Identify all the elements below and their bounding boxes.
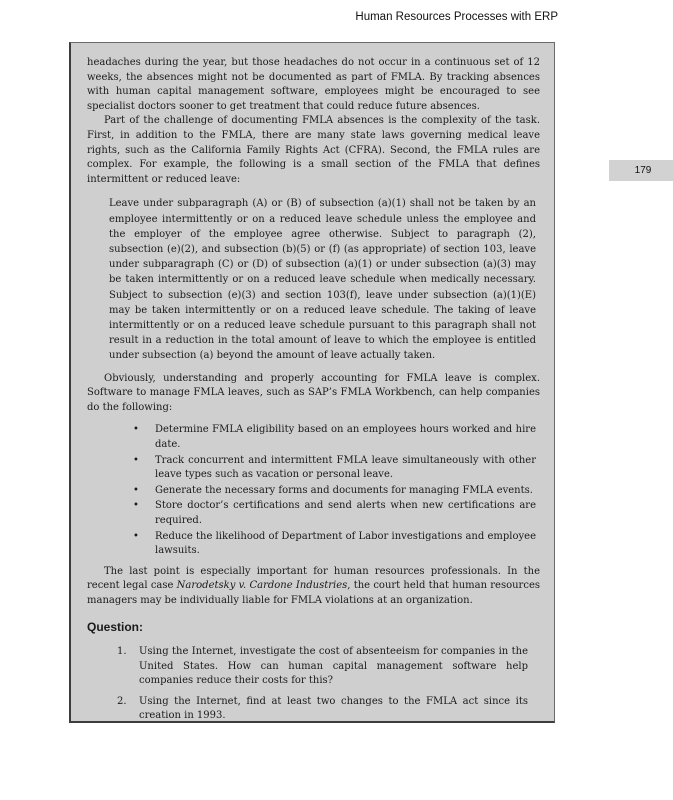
page-number-tab: 179 (609, 160, 673, 181)
question-text: Using the Internet, find at least two changes to the FMLA act since its creation in 1993. (139, 695, 528, 722)
paragraph-3: Obviously, understanding and properly accounting for FMLA leave is complex. Software to manage FMLA leaves, such as SAP’s FMLA Workbench, can help companies do the following: (87, 372, 540, 413)
fmla-quote: Leave under subparagraph (A) or (B) of subsection (a)(1) shall not be taken by an employee intermittently or on a reduced leave schedule unless the employee and the employer of the employee agree otherwise. Subject to paragraph (2), subsection (e)(2), and subsection (b)(5) or (f) (as appropriate) of section 103, leave under subparagraph (C) or (D) of subsection (a)(1) or under subsection (a)(3) may be taken intermittently or on a reduced leave schedule when medically necessary. Subject to subsection (e)(3) and section 103(f), leave under subsection (a)(1)(E) may be taken intermittently or on a reduced leave schedule. The taking of leave intermittently or on a reduced leave schedule pursuant to this paragraph shall not result in a reduction in the total amount of leave to which the employee is entitled under subsection (a) beyond the amount of leave actually taken. (109, 198, 536, 362)
legal-case-name: Narodetsky v. Cardone Industries (176, 580, 348, 592)
question-item (117, 695, 528, 724)
paragraph-4 (87, 565, 540, 609)
list-item (133, 484, 536, 499)
question-item (117, 645, 528, 689)
question-number: 2. (117, 695, 127, 707)
paragraph-4-start: The last point is especially important for human resources professionals. In the recent legal case (87, 565, 540, 592)
list-item-text: Track concurrent and intermittent FMLA leave simultaneously with other leave types such as vacation or personal leave. (155, 454, 536, 481)
list-item-text: Reduce the likelihood of Department of Labor investigations and employee lawsuits. (155, 530, 536, 557)
bullet-icon: • (133, 530, 139, 542)
list-item-text: Generate the necessary forms and documents for managing FMLA events. (155, 484, 533, 496)
list-item (133, 530, 536, 559)
list-item-text: Determine FMLA eligibility based on an employees hours worked and hire date. (155, 424, 536, 450)
bullet-icon: • (133, 424, 139, 436)
bullet-icon: • (133, 500, 139, 512)
list-item (133, 499, 536, 528)
question-number: 1. (117, 646, 127, 658)
running-header-title: Human Resources Processes with ERP (355, 11, 558, 23)
case-study-box (69, 42, 555, 723)
bullet-icon: • (133, 484, 139, 496)
bullet-icon: • (133, 454, 139, 466)
paragraph-2: Part of the challenge of documenting FMLA absences is the complexity of the task. First, in addition to the FMLA, there are many state laws governing medical leave rights, such as the California Family Rights Act (CFRA). Second, the FMLA rules are complex. For example, the following is a small section of the FMLA that defines intermittent or reduced leave: (87, 115, 540, 185)
list-item (133, 454, 536, 483)
question-list (87, 645, 528, 724)
list-item (133, 423, 536, 452)
list-item-text: Store doctor’s certifications and send alerts when new certifications are required. (155, 500, 536, 526)
question-text: Using the Internet, investigate the cost of absenteeism for companies in the United States. How can human capital management software help companies reduce their costs for this? (139, 646, 528, 687)
paragraph-4-end: , the court held that human resources managers may be individually liable for FMLA violations at an organization. (87, 580, 540, 606)
question-heading: Question: (87, 620, 143, 635)
paragraph-1: headaches during the year, but those headaches do not occur in a continuous set of 12 weeks, the absences might not be documented as part of FMLA. By tracking absences with human capital management software, employees might be encouraged to see specialist doctors sooner to get treatment that could reduce future absences. (87, 57, 540, 112)
capabilities-list (87, 423, 536, 558)
